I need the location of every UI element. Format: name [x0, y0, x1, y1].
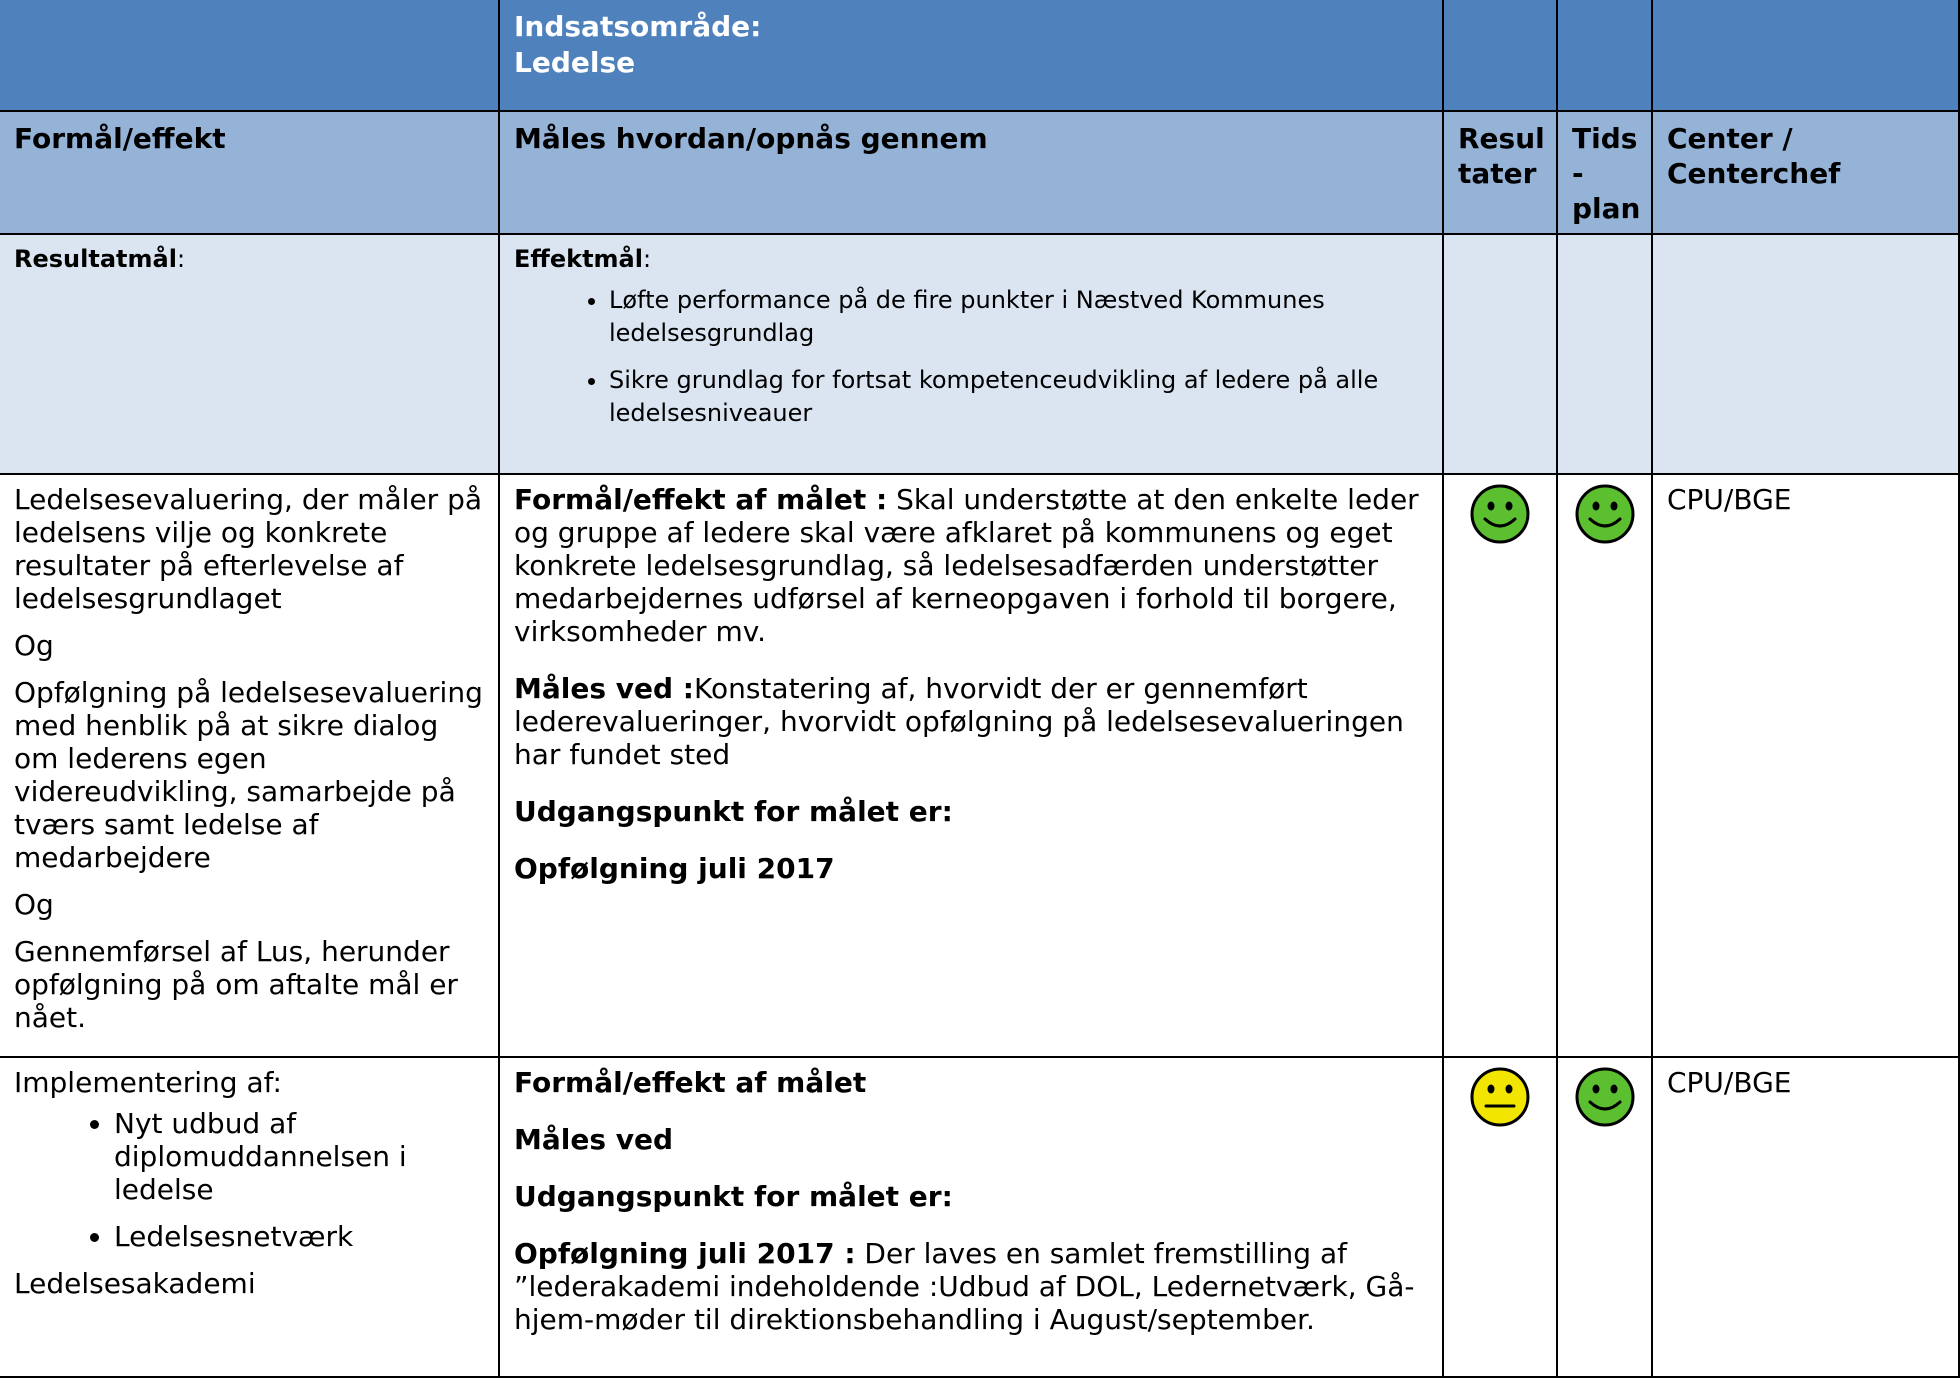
area-label: Indsatsområde:: [514, 10, 762, 43]
result-goal-label: Resultatmål: [14, 245, 177, 273]
column-header-row: [0, 111, 1959, 234]
start-paragraph: Udgangspunkt for målet er:: [514, 1180, 953, 1213]
empty-cell: [1557, 234, 1652, 474]
center-value: CPU/BGE: [1667, 1066, 1792, 1099]
and-text: Og: [14, 629, 54, 662]
neutral-smiley-icon: [1469, 1066, 1531, 1128]
result-status-cell: [1443, 474, 1557, 1057]
list-item: • Løfte performance på de fire punkter i Næstved Kommunes ledelsesgrundlag: [609, 284, 1428, 350]
header-measure: Måles hvordan/opnås gennem: [499, 111, 1443, 234]
green-smiley-icon: [1574, 483, 1636, 545]
time-status-cell: [1557, 1057, 1652, 1377]
effect-goal-list: [514, 284, 1428, 430]
empty-cell: [1652, 234, 1959, 474]
time-status-cell: [1557, 474, 1652, 1057]
table-title-row: [0, 0, 1959, 111]
effect-goal-cell: Effektmål: • Løfte performance på de fire punkter i Næstved Kommunes ledelsesgrundlag • Sikre grundlag for fortsat kompetenceudvikling af ledere på alle ledelsesniveauer: [499, 234, 1443, 474]
measure-paragraph: Måles ved :Konstatering af, hvorvidt der er gennemført lederevalueringer, hvorvidt opfølgning på ledelsesevalueringen har fundet sted: [514, 672, 1404, 771]
center-cell: [1652, 1057, 1959, 1377]
effect-paragraph: Formål/effekt af målet: [514, 1066, 867, 1099]
center-cell: [1652, 474, 1959, 1057]
green-smiley-icon: [1469, 483, 1531, 545]
result-goal-cell: Resultatmål:: [0, 234, 499, 474]
center-value: CPU/BGE: [1667, 483, 1792, 516]
title-cell-empty: [1557, 0, 1652, 111]
purpose-cell: [0, 474, 499, 1057]
list-item: • Nyt udbud af diplomuddannelsen i ledelse: [114, 1107, 484, 1206]
measure-cell: [499, 1057, 1443, 1377]
effect-goal-label: Effektmål: [514, 245, 643, 273]
and-text: Og: [14, 888, 54, 921]
list-item: • Sikre grundlag for fortsat kompetenceudvikling af ledere på alle ledelsesniveauer: [609, 364, 1428, 430]
purpose-paragraph: Gennemførsel af Lus, herunder opfølgning på om aftalte mål er nået.: [14, 935, 458, 1034]
header-purpose: Formål/effekt: [0, 111, 499, 234]
goals-row: [0, 234, 1959, 474]
title-cell-empty: [0, 0, 499, 111]
followup-paragraph: Opfølgning juli 2017 : Der laves en samlet fremstilling af ”lederakademi indeholdende :Udbud af DOL, Ledernetværk, Gå-hjem-møder til direktionsbehandling i August/september.: [514, 1237, 1415, 1336]
implementation-list: [14, 1107, 484, 1253]
green-smiley-icon: [1574, 1066, 1636, 1128]
title-cell-empty: [1443, 0, 1557, 111]
academy-text: Ledelsesakademi: [14, 1267, 256, 1300]
header-timeplan: Tids - plan: [1557, 111, 1652, 234]
result-status-cell: [1443, 1057, 1557, 1377]
title-cell-empty: [1652, 0, 1959, 111]
title-cell: [499, 0, 1443, 111]
table-row: [0, 474, 1959, 1057]
measure-paragraph: Måles ved: [514, 1123, 674, 1156]
followup-paragraph: Opfølgning juli 2017: [514, 852, 835, 885]
empty-cell: [1443, 234, 1557, 474]
purpose-paragraph: Opfølgning på ledelsesevaluering med henblik på at sikre dialog om lederens egen videreudvikling, samarbejde på tværs samt ledelse af medarbejdere: [14, 676, 483, 874]
header-center: Center / Centerchef: [1652, 111, 1959, 234]
area-name: Ledelse: [514, 46, 636, 79]
measure-cell: [499, 474, 1443, 1057]
list-item: • Ledelsesnetværk: [114, 1220, 484, 1253]
effect-paragraph: Formål/effekt af målet : Skal understøtte at den enkelte leder og gruppe af ledere skal være afklaret på kommunens og eget konkrete ledelsesgrundlag, så ledelsesadfærden understøtter medarbejdernes udførsel af kerneopgaven i forhold til borgere, virksomheder mv.: [514, 483, 1419, 648]
table-row: [0, 1057, 1959, 1377]
purpose-paragraph: Ledelsesevaluering, der måler på ledelsens vilje og konkrete resultater på efterlevelse af ledelsesgrundlaget: [14, 483, 483, 615]
header-results: Resul tater: [1443, 111, 1557, 234]
implementation-label: Implementering af:: [14, 1066, 282, 1099]
start-paragraph: Udgangspunkt for målet er:: [514, 795, 953, 828]
purpose-cell: [0, 1057, 499, 1377]
